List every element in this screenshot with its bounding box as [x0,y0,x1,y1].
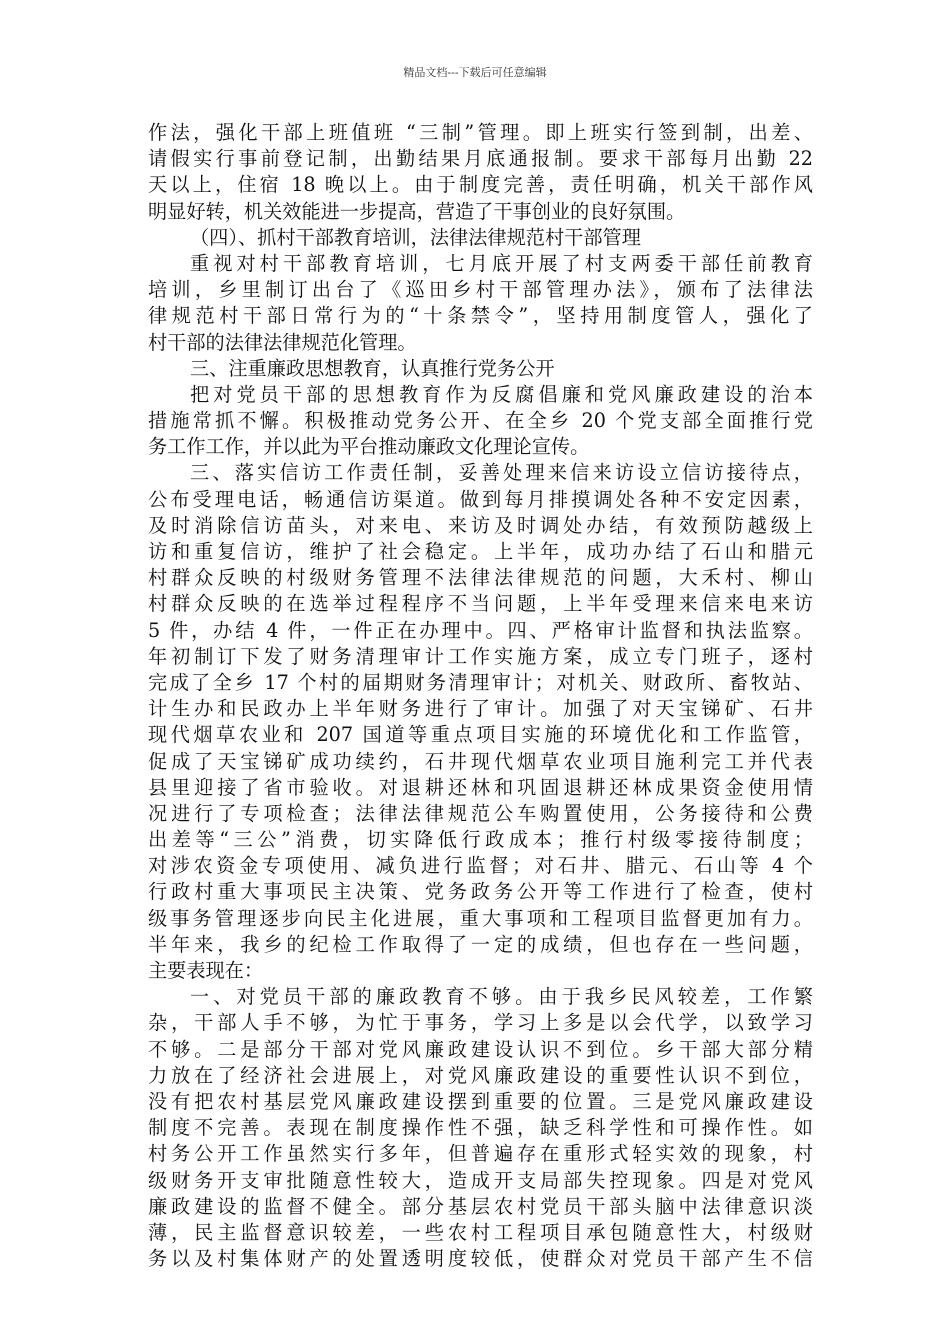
text-line: 半年来，我乡的纪检工作取得了一定的成绩，但也存在一些问题， [148,932,813,956]
page-header: 精品文档---下载后可任意编辑 [403,66,547,79]
text-line: 没有把农村基层党风廉政建设摆到重要的位置。三是党风廉政建设 [148,1089,813,1113]
document-body [148,120,813,1272]
text-line: （四）、抓村干部教育培训，法律法律规范村干部管理 [190,225,641,249]
text-line: 村群众反映的村级财务管理不法律法律规范的问题，大禾村、柳山 [148,566,813,590]
text-line: 一、对党员干部的廉政教育不够。由于我乡民风较差，工作繁 [190,985,813,1009]
text-line: 务以及村集体财产的处置透明度较低，使群众对党员干部产生不信 [148,1247,813,1271]
text-line: 三、注重廉政思想教育，认真推行党务公开 [190,356,555,380]
text-line: 务工作工作，并以此为平台推动廉政文化理论宣传。 [148,435,590,459]
text-line: 及时消除信访苗头，对来电、来访及时调处办结，有效预防越级上 [148,513,813,537]
text-line: 力放在了经济社会进展上，对党风廉政建设的重要性认识不到位， [148,1063,813,1087]
text-line: 级财务开支审批随意性较大，造成开支局部失控现象。四是对党风 [148,1168,813,1192]
text-line: 把对党员干部的思想教育作为反腐倡廉和党风廉政建设的治本 [190,382,813,406]
text-line: 村务公开工作虽然实行多年，但普遍存在重形式轻实效的现象，村 [148,1142,813,1166]
text-line: 律规范村干部日常行为的“十条禁令”，坚持用制度管人，强化了 [148,304,813,328]
text-line: 村干部的法律法律规范化管理。 [148,330,417,354]
text-line: 薄，民主监督意识较差，一些农村工程项目承包随意性大，村级财 [148,1220,813,1244]
text-line: 出差等“三公”消费，切实降低行政成本；推行村级零接待制度； [148,828,813,852]
text-line: 行政村重大事项民主决策、党务政务公开等工作进行了检查，使村 [148,880,813,904]
text-line: 不够。二是部分干部对党风廉政建设认识不到位。乡干部大部分精 [148,1037,813,1061]
text-line: 级事务管理逐步向民主化进展，重大事项和工程项目监督更加有力。 [148,906,813,930]
text-line: 村群众反映的在选举过程程序不当问题，上半年受理来信来电来访 [148,592,813,616]
text-line: 主要表现在： [148,959,264,982]
text-line: 作法，强化干部上班值班 “三制”管理。即上班实行签到制，出差、 [148,121,813,144]
text-line: 三、落实信访工作责任制，妥善处理来信来访设立信访接待点， [190,461,813,485]
text-line: 年初制订下发了财务清理审计工作实施方案，成立专门班子，逐村 [148,644,813,668]
text-line: 计生办和民政办上半年财务进行了审计。加强了对天宝锑矿、石井 [148,697,813,721]
text-line: 对涉农资金专项使用、减负进行监督；对石井、腊元、石山等 4 个 [148,854,813,878]
text-line: 重视对村干部教育培训，七月底开展了村支两委干部任前教育 [190,251,813,275]
text-line: 廉政建设的监督不健全。部分基层农村党员干部头脑中法律意识淡 [148,1194,813,1218]
text-line: 杂，干部人手不够，为忙于事务，学习上多是以会代学，以致学习 [148,1011,813,1035]
text-line: 5 件，办结 4 件，一件正在办理中。四、严格审计监督和执法监察。 [148,618,813,642]
text-line: 明显好转，机关效能进一步提高，营造了干事创业的良好氛围。 [148,199,686,223]
text-line: 请假实行事前登记制，出勤结果月底通报制。要求干部每月出勤 22 [148,147,813,171]
text-line: 访和重复信访，维护了社会稳定。上半年，成功办结了石山和腊元 [148,540,813,563]
text-line: 制度不完善。表现在制度操作性不强，缺乏科学性和可操作性。如 [148,1116,813,1140]
text-line: 促成了天宝锑矿成功续约，石井现代烟草农业项目施利完工并代表 [148,749,813,773]
text-line: 现代烟草农业和 207 国道等重点项目实施的环境优化和工作监管， [148,723,813,747]
text-line: 措施常抓不懈。积极推动党务公开、在全乡 20 个党支部全面推行党 [148,409,813,433]
text-line: 天以上，住宿 18 晚以上。由于制度完善，责任明确，机关干部作风 [148,173,813,197]
text-line: 完成了全乡 17 个村的届期财务清理审计；对机关、财政所、畜牧站、 [148,670,813,694]
text-line: 况进行了专项检查；法律法律规范公车购置使用，公务接待和公费 [148,801,813,825]
text-line: 县里迎接了省市验收。对退耕还林和巩固退耕还林成果资金使用情 [148,775,813,799]
text-line: 培训，乡里制订出台了《巡田乡村干部管理办法》，颁布了法律法 [148,278,813,302]
text-line: 公布受理电话，畅通信访渠道。做到每月排摸调处各种不安定因素， [148,487,813,511]
